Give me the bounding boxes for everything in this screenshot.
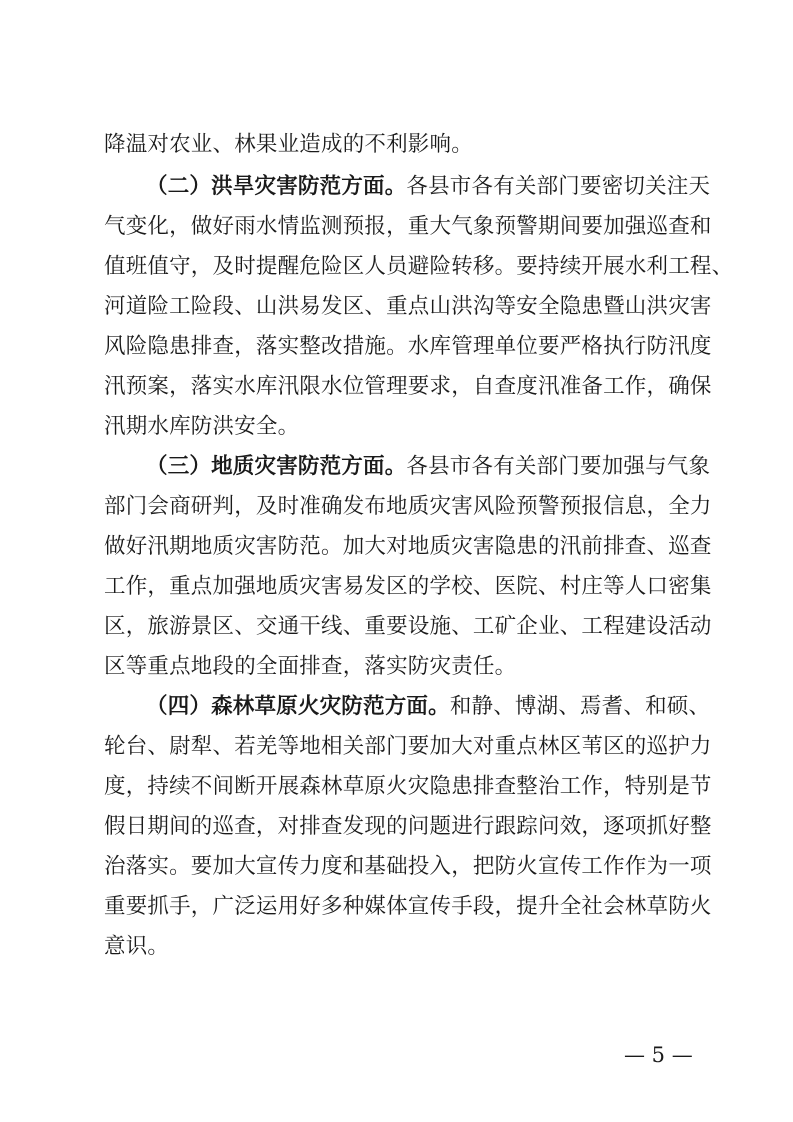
paragraph-line: 降温对农业、林果业造成的不利影响。 xyxy=(104,132,473,157)
paragraph-text: 和静、博湖、焉耆、和硕、 xyxy=(449,694,711,719)
paragraph-line: 汛期水库防洪安全。 xyxy=(104,414,300,439)
paragraph-line: 汛预案，落实水库汛限水位管理要求，自查度汛准备工作，确保 xyxy=(104,374,712,399)
paragraph-line: 工作，重点加强地质灾害易发区的学校、医院、村庄等人口密集 xyxy=(104,574,712,599)
paragraph-line: 做好汛期地质灾害防范。加大对地质灾害隐患的汛前排查、巡查 xyxy=(104,534,712,559)
paragraph-line: 治落实。要加大宣传力度和基础投入，把防火宣传工作作为一项 xyxy=(104,854,712,879)
section-heading: （四）森林草原火灾防范方面。 xyxy=(146,694,450,719)
paragraph-line: 河道险工险段、山洪易发区、重点山洪沟等安全隐患暨山洪灾害 xyxy=(104,294,712,319)
paragraph-line: 值班值守，及时提醒危险区人员避险转移。要持续开展水利工程、 xyxy=(104,254,734,279)
paragraph-line: 部门会商研判，及时准确发布地质灾害风险预警预报信息，全力 xyxy=(104,494,712,519)
paragraph-line: 气变化，做好雨水情监测预报，重大气象预警期间要加强巡查和 xyxy=(104,214,712,239)
paragraph-text: 各县市各有关部门要加强与气象 xyxy=(406,454,711,479)
paragraph-text: 各县市各有关部门要密切关注天 xyxy=(406,174,711,199)
paragraph-line: 轮台、尉犁、若羌等地相关部门要加大对重点林区苇区的巡护力 xyxy=(104,734,712,759)
paragraph-line: 假日期间的巡查，对排查发现的问题进行跟踪问效，逐项抓好整 xyxy=(104,814,712,839)
paragraph-first-line xyxy=(146,692,711,722)
paragraph-first-line xyxy=(146,452,711,482)
paragraph-first-line xyxy=(146,172,711,202)
paragraph-line: 风险隐患排查，落实整改措施。水库管理单位要严格执行防汛度 xyxy=(104,334,712,359)
paragraph-line: 重要抓手，广泛运用好多种媒体宣传手段，提升全社会林草防火 xyxy=(104,894,712,919)
page-number: — 5 — xyxy=(624,1043,693,1067)
section-heading: （二）洪旱灾害防范方面。 xyxy=(146,174,407,199)
paragraph-line: 区，旅游景区、交通干线、重要设施、工矿企业、工程建设活动 xyxy=(104,614,712,639)
paragraph-line: 度，持续不间断开展森林草原火灾隐患排查整治工作，特别是节 xyxy=(104,774,712,799)
paragraph-line: 意识。 xyxy=(104,934,170,959)
section-heading: （三）地质灾害防范方面。 xyxy=(146,454,407,479)
paragraph-line: 区等重点地段的全面排查，落实防灾责任。 xyxy=(104,654,517,679)
